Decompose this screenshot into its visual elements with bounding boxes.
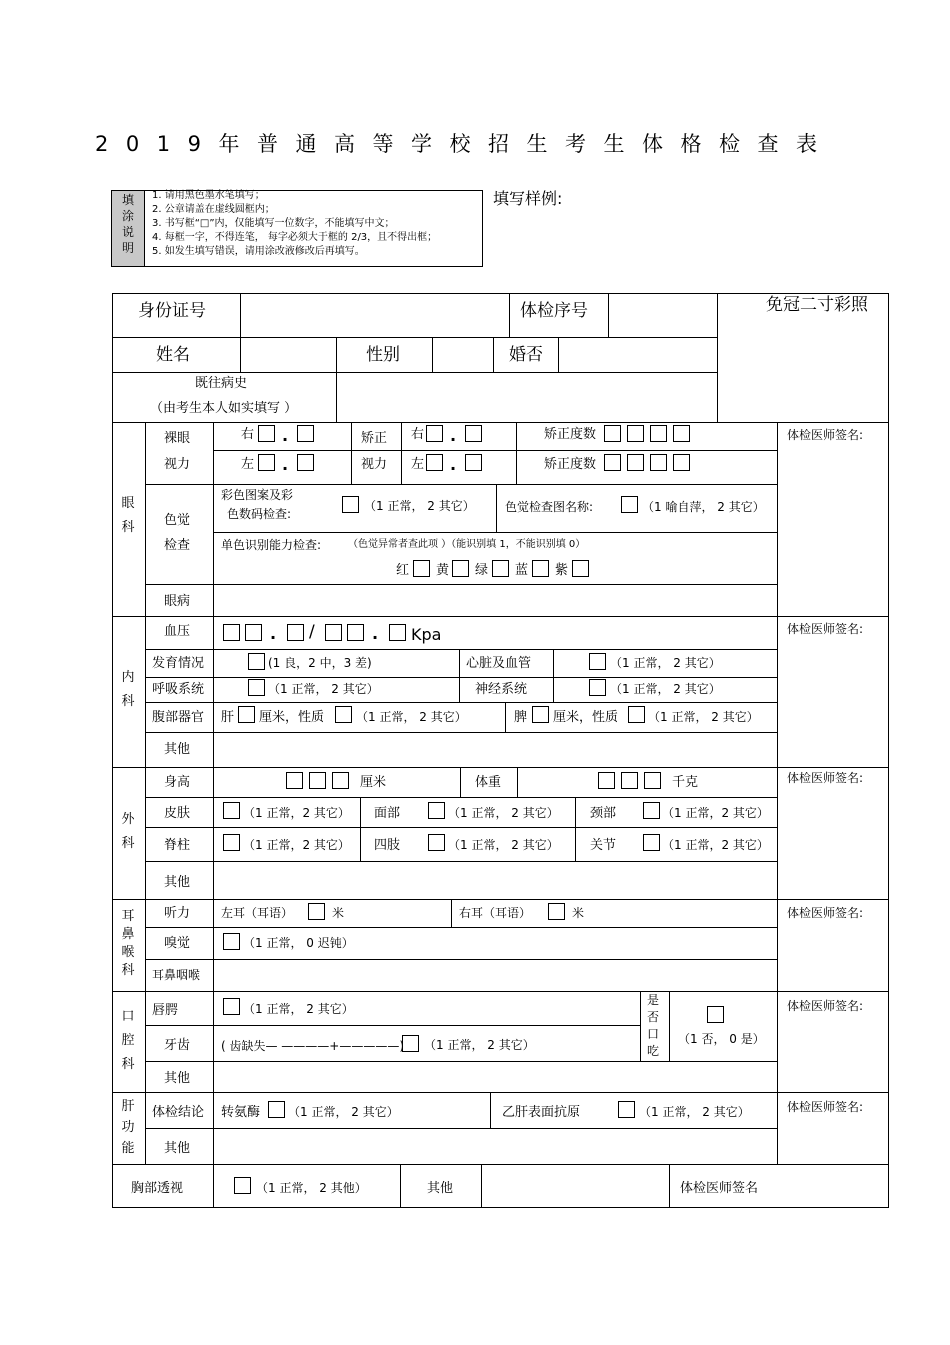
photo-label: 免冠二寸彩照	[766, 295, 868, 315]
correction-degree-label: 矫正度数	[544, 427, 597, 442]
nerve-label: 神经系统	[475, 682, 528, 697]
height-box[interactable]	[309, 772, 326, 789]
color-pattern-label: 色数码检查:	[227, 507, 292, 521]
internal-other-label: 其他	[164, 742, 191, 757]
normal-other-opts: （1 正常， 2 其它）	[356, 710, 467, 724]
neck-box[interactable]	[643, 802, 660, 819]
stutter-opts: （1 否， 0 是）	[678, 1032, 765, 1046]
bp-box[interactable]	[389, 624, 406, 641]
neck-label: 颈部	[590, 806, 617, 821]
instruction-line: 5. 如发生填写错误，请用涂改液修改后再填写。	[152, 246, 365, 257]
normal-other-opts: （1 正常， 2 其它）	[268, 682, 379, 696]
dept-ent-label: 耳鼻喉科	[121, 909, 135, 978]
chest-xray-box[interactable]	[234, 1177, 251, 1194]
naked-vision-label: 视力	[164, 457, 191, 472]
gender-field[interactable]	[434, 339, 492, 371]
history-field[interactable]	[338, 374, 716, 422]
liver-other-field[interactable]	[215, 1130, 775, 1162]
mono-color-note: （色觉异常者查此项 ）（能识别填 1，不能识别填 0）	[348, 539, 586, 550]
normal-other-opts: （1 正常， 2 其它）	[243, 1002, 354, 1016]
naked-right-box[interactable]	[297, 425, 314, 442]
normal-other-opts: （1 正常， 2 其它）	[639, 1105, 750, 1119]
doctor-sign-label: 体检医师签名:	[787, 428, 864, 442]
normal-other-opts: （1 正常， 2 其它）	[648, 710, 759, 724]
instruction-line: 2. 公章请盖在虚线圆框内；	[152, 204, 275, 215]
id-number-label: 身份证号	[138, 301, 206, 321]
face-box[interactable]	[428, 802, 445, 819]
teeth-box[interactable]	[402, 1035, 419, 1052]
cm-texture-label: 厘米，性质	[553, 710, 619, 725]
decimal-dot: .	[372, 624, 379, 643]
weight-box[interactable]	[644, 772, 661, 789]
chart-name-opts: （1 喻自萍， 2 其它）	[642, 500, 765, 514]
chest-xray-opts: （1 正常， 2 其他）	[256, 1181, 367, 1195]
color-purple-box[interactable]	[572, 560, 589, 577]
bp-unit: Kpa	[411, 625, 442, 644]
meter-unit: 米	[332, 906, 345, 920]
right-label: 右	[411, 427, 425, 442]
marital-label: 婚否	[509, 345, 543, 365]
exam-number-label: 体检序号	[520, 301, 588, 321]
degree-box[interactable]	[604, 425, 621, 442]
hbsag-box[interactable]	[618, 1101, 635, 1118]
ent-field[interactable]	[215, 961, 775, 989]
oral-other-field[interactable]	[215, 1063, 775, 1090]
smell-box[interactable]	[223, 933, 240, 950]
mono-color-label: 单色识别能力检查:	[221, 538, 322, 552]
doctor-sign-label: 体检医师签名:	[787, 1100, 864, 1114]
doctor-sign-label: 体检医师签名:	[787, 906, 864, 920]
spine-box[interactable]	[223, 834, 240, 851]
hearing-label: 听力	[164, 906, 191, 921]
right-ear-box[interactable]	[548, 903, 565, 920]
right-ear-label: 右耳（耳语）	[459, 906, 532, 920]
decimal-dot: .	[450, 426, 457, 445]
color-vision-label: 检查	[164, 538, 191, 553]
decimal-dot: .	[282, 426, 289, 445]
liver-other-label: 其他	[164, 1141, 191, 1156]
naked-vision-label: 裸眼	[164, 431, 191, 446]
height-box[interactable]	[332, 772, 349, 789]
instruction-line: 3. 书写框“□”内，仅能填写一位数字，不能填写中文；	[152, 218, 395, 229]
left-label: 左	[241, 457, 255, 472]
chart-name-label: 色觉检查图名称:	[505, 500, 594, 514]
left-ear-box[interactable]	[308, 903, 325, 920]
decimal-dot: .	[450, 455, 457, 474]
normal-other-opts: （1 正常，2 其它）	[243, 838, 350, 852]
bp-box[interactable]	[325, 624, 342, 641]
development-box[interactable]	[248, 653, 265, 670]
alt-box[interactable]	[268, 1101, 285, 1118]
limbs-box[interactable]	[428, 834, 445, 851]
oral-other-label: 其他	[164, 1071, 191, 1086]
left-label: 左	[411, 457, 425, 472]
chest-other-label: 其他	[427, 1181, 454, 1196]
normal-other-opts: （1 正常， 2 其它）	[610, 656, 721, 670]
height-box[interactable]	[286, 772, 303, 789]
naked-left-box[interactable]	[258, 454, 275, 471]
blood-pressure-label: 血压	[164, 624, 191, 639]
height-label: 身高	[164, 775, 191, 790]
spine-label: 脊柱	[164, 838, 191, 853]
instructions-side-label: 填涂说明	[121, 193, 134, 255]
history-note: （由考生本人如实填写 ）	[150, 401, 298, 416]
bp-box[interactable]	[223, 624, 240, 641]
color-red-label: 红	[396, 563, 410, 578]
naked-right-box[interactable]	[258, 425, 275, 442]
color-purple-label: 紫	[555, 563, 569, 578]
page-title: 2019年普通高等学校招生考生体格检查表	[95, 132, 835, 156]
color-green-label: 绿	[475, 563, 489, 578]
eye-disease-field[interactable]	[215, 586, 775, 614]
normal-other-opts: （1 正常， 2 其它）	[448, 838, 559, 852]
degree-box[interactable]	[650, 454, 667, 471]
spleen-label: 脾	[514, 710, 528, 725]
respiratory-box[interactable]	[248, 679, 265, 696]
cm-texture-label: 厘米，性质	[259, 710, 325, 725]
degree-box[interactable]	[627, 454, 644, 471]
doctor-sign-label: 体检医师签名:	[787, 622, 864, 636]
decimal-dot: .	[282, 455, 289, 474]
exam-number-field[interactable]	[610, 295, 715, 335]
normal-other-opts: （1 正常， 2 其它）	[448, 806, 559, 820]
heart-box[interactable]	[589, 653, 606, 670]
stutter-label: 是否口吃	[646, 993, 659, 1058]
face-label: 面部	[374, 806, 401, 821]
dept-surgery-label: 外科	[121, 812, 135, 851]
height-unit: 厘米	[360, 775, 387, 790]
color-yellow-label: 黄	[436, 563, 450, 578]
dept-eye-label: 眼科	[121, 496, 135, 535]
smell-label: 嗅觉	[164, 936, 191, 951]
teeth-label: 牙齿	[164, 1038, 191, 1053]
eye-disease-label: 眼病	[164, 594, 191, 609]
alt-label: 转氨酶	[221, 1105, 261, 1120]
color-blue-box[interactable]	[532, 560, 549, 577]
normal-other-opts: （1 正常， 2 其它）	[364, 499, 475, 513]
marital-field[interactable]	[560, 339, 715, 371]
lips-label: 唇腭	[152, 1003, 179, 1018]
liver-size-box[interactable]	[238, 706, 255, 723]
liver-texture-box[interactable]	[335, 706, 352, 723]
corr-right-box[interactable]	[426, 425, 443, 442]
doctor-sign-label: 体检医师签名:	[787, 771, 864, 785]
dept-internal-label: 内科	[121, 670, 135, 709]
joints-label: 关节	[590, 838, 617, 853]
chest-xray-label: 胸部透视	[131, 1181, 184, 1196]
chart-name-box[interactable]	[621, 496, 638, 513]
normal-other-opts: （1 正常， 2 其它）	[610, 682, 721, 696]
color-pattern-box[interactable]	[342, 496, 359, 513]
gender-label: 性别	[366, 345, 400, 365]
color-pattern-label: 彩色图案及彩	[221, 488, 294, 502]
weight-box[interactable]	[598, 772, 615, 789]
smell-opts: （1 正常， 0 迟钝）	[243, 936, 354, 950]
photo-area[interactable]	[719, 295, 887, 421]
normal-other-opts: （1 正常， 2 其它）	[424, 1038, 535, 1052]
bp-box[interactable]	[347, 624, 364, 641]
dept-oral-label: 口腔科	[121, 1009, 135, 1072]
instruction-line: 4. 每框一字，不得连笔， 每字必须大于框的 2/3，且不得出框；	[152, 232, 438, 243]
spleen-texture-box[interactable]	[628, 706, 645, 723]
normal-other-opts: （1 正常， 2 其它）	[288, 1105, 399, 1119]
joints-box[interactable]	[643, 834, 660, 851]
correction-degree-label: 矫正度数	[544, 457, 597, 472]
weight-label: 体重	[475, 775, 502, 790]
hbsag-label: 乙肝表面抗原	[502, 1105, 581, 1120]
degree-box[interactable]	[604, 454, 621, 471]
color-yellow-box[interactable]	[452, 560, 469, 577]
color-blue-label: 蓝	[515, 563, 529, 578]
chest-doctor-sign-label: 体检医师签名	[680, 1181, 759, 1196]
left-ear-label: 左耳（耳语）	[221, 906, 294, 920]
ent-label: 耳鼻咽喉	[152, 968, 201, 982]
right-label: 右	[241, 427, 255, 442]
color-green-box[interactable]	[492, 560, 509, 577]
skin-box[interactable]	[223, 802, 240, 819]
color-red-box[interactable]	[413, 560, 430, 577]
corr-left-box[interactable]	[426, 454, 443, 471]
degree-box[interactable]	[650, 425, 667, 442]
bp-box[interactable]	[245, 624, 262, 641]
teeth-missing-text: ( 齿缺失— ————+—————)	[221, 1039, 405, 1053]
name-field[interactable]	[242, 339, 334, 371]
name-label: 姓名	[156, 345, 190, 365]
degree-box[interactable]	[673, 425, 690, 442]
dept-liver-label: 肝功能	[121, 1099, 135, 1156]
respiratory-label: 呼吸系统	[152, 682, 205, 697]
corrected-vision-label: 矫正	[361, 431, 388, 446]
weight-unit: 千克	[672, 775, 699, 790]
surgery-other-label: 其他	[164, 875, 191, 890]
lips-box[interactable]	[223, 998, 240, 1015]
internal-other-field[interactable]	[215, 734, 775, 765]
abdomen-label: 腹部器官	[152, 710, 205, 725]
liver-label: 肝	[221, 710, 235, 725]
instruction-line: 1. 请用黑色墨水笔填写；	[152, 190, 265, 201]
id-number-field[interactable]	[242, 295, 507, 335]
weight-box[interactable]	[621, 772, 638, 789]
history-label: 既往病史	[195, 376, 248, 391]
development-label: 发育情况	[152, 656, 205, 671]
decimal-dot: .	[270, 624, 277, 643]
corr-right-box[interactable]	[465, 425, 482, 442]
spleen-size-box[interactable]	[532, 706, 549, 723]
normal-other-opts: （1 正常，2 其它）	[662, 806, 769, 820]
color-vision-label: 色觉	[164, 513, 191, 528]
liver-conclusion-label: 体检结论	[152, 1105, 205, 1120]
corrected-vision-label: 视力	[361, 457, 388, 472]
doctor-sign-label: 体检医师签名:	[787, 999, 864, 1013]
limbs-label: 四肢	[374, 838, 401, 853]
meter-unit: 米	[572, 906, 585, 920]
naked-left-box[interactable]	[297, 454, 314, 471]
surgery-other-field[interactable]	[215, 863, 775, 897]
normal-other-opts: （1 正常，2 其它）	[662, 838, 769, 852]
normal-other-opts: （1 正常，2 其它）	[243, 806, 350, 820]
nerve-box[interactable]	[589, 679, 606, 696]
chest-other-field[interactable]	[483, 1166, 667, 1206]
corr-left-box[interactable]	[465, 454, 482, 471]
development-opts: (1 良，2 中，3 差)	[268, 656, 372, 670]
degree-box[interactable]	[673, 454, 690, 471]
bp-box[interactable]	[287, 624, 304, 641]
degree-box[interactable]	[627, 425, 644, 442]
sample-label: 填写样例:	[493, 189, 563, 208]
heart-label: 心脏及血管	[466, 656, 532, 671]
bp-slash: /	[309, 622, 315, 642]
skin-label: 皮肤	[164, 806, 191, 821]
stutter-box[interactable]	[707, 1006, 724, 1023]
